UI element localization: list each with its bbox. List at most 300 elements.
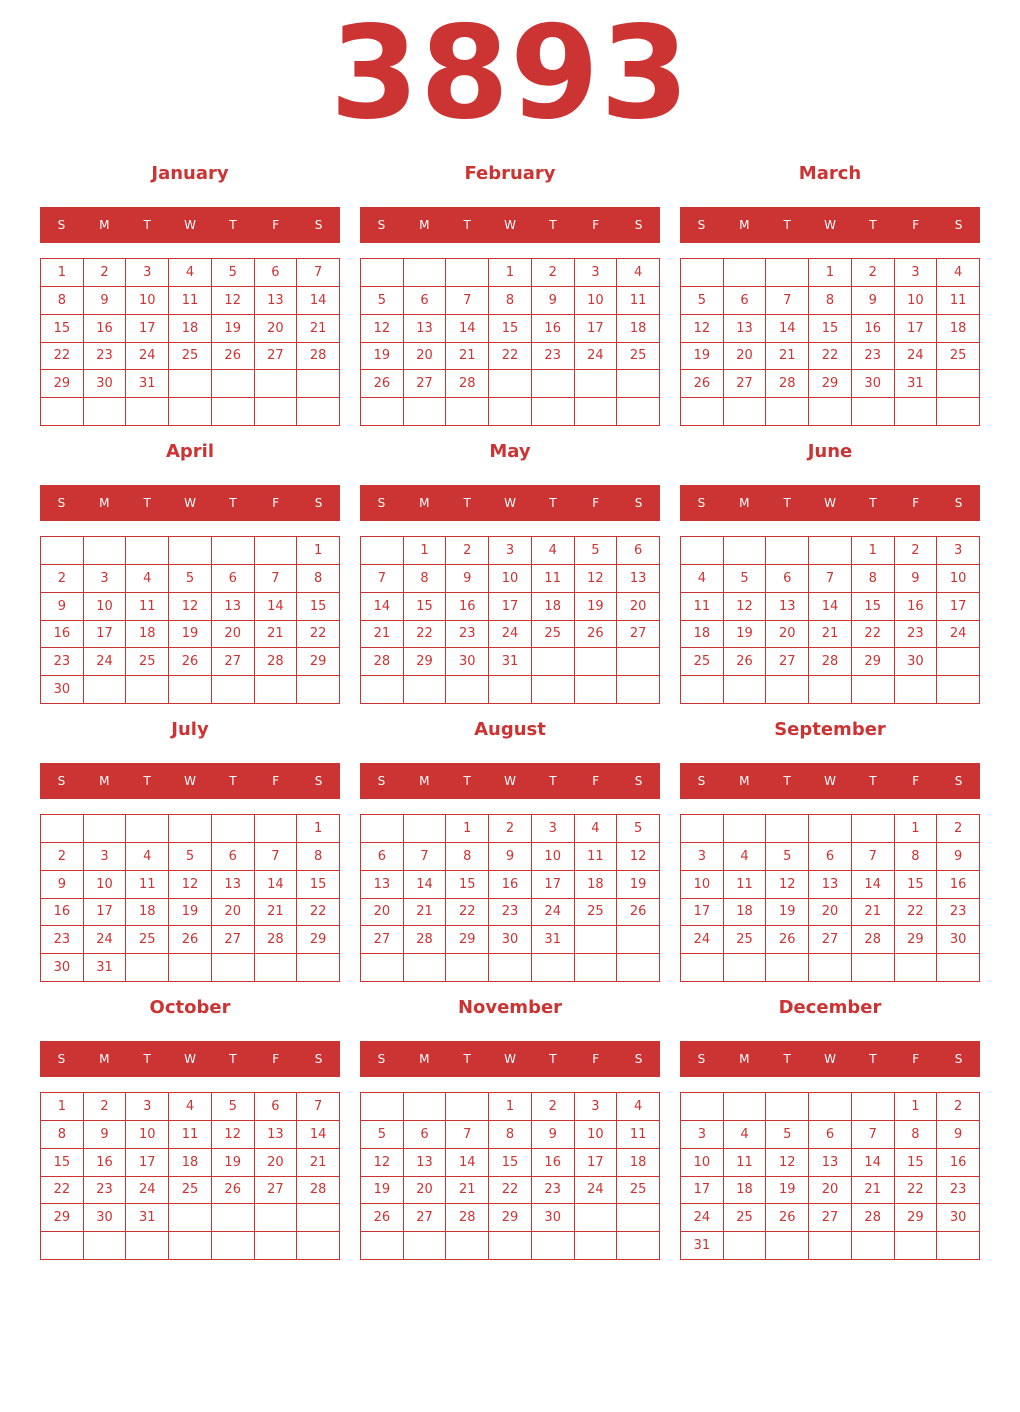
weekday-label: W: [504, 1052, 516, 1066]
day-cell: 18: [617, 1149, 660, 1177]
weekday-label: S: [377, 774, 386, 788]
empty-day-cell: [532, 648, 575, 676]
day-cell: 26: [766, 926, 809, 954]
empty-day-cell: [681, 1093, 724, 1121]
day-cell: 3: [895, 259, 938, 287]
day-cell: 12: [617, 843, 660, 871]
weekday-label: M: [99, 496, 110, 510]
empty-day-cell: [937, 1232, 980, 1260]
weekday-label: T: [143, 496, 151, 510]
day-cell: 19: [766, 1177, 809, 1205]
day-cell: 18: [126, 899, 169, 927]
day-cell: 19: [766, 899, 809, 927]
day-cell: 13: [809, 871, 852, 899]
empty-day-cell: [446, 954, 489, 982]
day-cell: 19: [575, 593, 618, 621]
day-cell: 25: [681, 648, 724, 676]
empty-day-cell: [617, 398, 660, 426]
day-cell: 25: [617, 343, 660, 371]
day-cell: 14: [404, 871, 447, 899]
empty-day-cell: [575, 370, 618, 398]
day-cell: 16: [937, 871, 980, 899]
empty-day-cell: [809, 537, 852, 565]
empty-day-cell: [895, 398, 938, 426]
day-cell: 2: [84, 1093, 127, 1121]
day-cell: 22: [489, 343, 532, 371]
empty-day-cell: [446, 259, 489, 287]
day-cell: 16: [489, 871, 532, 899]
weekday-label: T: [143, 1052, 151, 1066]
empty-day-cell: [255, 815, 298, 843]
empty-day-cell: [297, 398, 340, 426]
empty-day-cell: [575, 676, 618, 704]
day-cell: 21: [446, 343, 489, 371]
day-cell: 10: [489, 565, 532, 593]
weekday-label: T: [143, 774, 151, 788]
day-cell: 28: [255, 648, 298, 676]
day-cell: 8: [404, 565, 447, 593]
day-cell: 12: [169, 593, 212, 621]
day-cell: 2: [446, 537, 489, 565]
empty-day-cell: [255, 954, 298, 982]
weekday-label: T: [783, 1052, 791, 1066]
day-cell: 24: [681, 1204, 724, 1232]
day-cell: 2: [937, 815, 980, 843]
day-cell: 12: [766, 1149, 809, 1177]
weekday-label: M: [99, 1052, 110, 1066]
weekday-label: M: [99, 218, 110, 232]
day-cell: 7: [852, 1121, 895, 1149]
day-cell: 11: [575, 843, 618, 871]
day-cell: 22: [489, 1177, 532, 1205]
empty-day-cell: [766, 815, 809, 843]
day-cell: 10: [532, 843, 575, 871]
day-cell: 21: [766, 343, 809, 371]
day-cell: 26: [361, 1204, 404, 1232]
empty-day-cell: [766, 954, 809, 982]
day-cell: 9: [446, 565, 489, 593]
day-cell: 27: [255, 1177, 298, 1205]
day-cell: 27: [212, 648, 255, 676]
weekday-header: [680, 1041, 980, 1077]
day-cell: 25: [724, 926, 767, 954]
empty-day-cell: [766, 1093, 809, 1121]
day-cell: 11: [617, 1121, 660, 1149]
weekday-label: S: [954, 1052, 963, 1066]
day-cell: 7: [809, 565, 852, 593]
day-cell: 4: [617, 1093, 660, 1121]
empty-day-cell: [895, 676, 938, 704]
empty-day-cell: [297, 954, 340, 982]
day-cell: 3: [937, 537, 980, 565]
day-cell: 27: [809, 1204, 852, 1232]
day-cell: 27: [809, 926, 852, 954]
empty-day-cell: [724, 815, 767, 843]
weekday-label: S: [57, 1052, 66, 1066]
weekday-label: M: [739, 218, 750, 232]
weekday-label: T: [869, 774, 877, 788]
day-cell: 6: [766, 565, 809, 593]
empty-day-cell: [126, 676, 169, 704]
empty-day-cell: [255, 398, 298, 426]
month-name: August: [474, 719, 546, 740]
day-cell: 18: [169, 1149, 212, 1177]
weekday-label: F: [592, 774, 600, 788]
day-cell: 15: [41, 315, 84, 343]
day-cell: 5: [766, 843, 809, 871]
day-cell: 28: [852, 926, 895, 954]
weekday-label: F: [592, 496, 600, 510]
empty-day-cell: [169, 676, 212, 704]
weekday-label: F: [912, 218, 920, 232]
day-cell: 28: [361, 648, 404, 676]
day-cell: 18: [937, 315, 980, 343]
day-cell: 9: [84, 1121, 127, 1149]
day-cell: 17: [126, 1149, 169, 1177]
day-cell: 11: [617, 287, 660, 315]
day-cell: 16: [84, 315, 127, 343]
day-cell: 16: [532, 315, 575, 343]
day-cell: 15: [809, 315, 852, 343]
day-cell: 29: [297, 926, 340, 954]
day-cell: 12: [361, 1149, 404, 1177]
day-cell: 17: [681, 899, 724, 927]
day-cell: 17: [126, 315, 169, 343]
day-cell: 21: [809, 621, 852, 649]
empty-day-cell: [41, 398, 84, 426]
empty-day-cell: [297, 1232, 340, 1260]
day-cell: 29: [895, 926, 938, 954]
weekday-label: T: [549, 218, 557, 232]
empty-day-cell: [937, 370, 980, 398]
day-cell: 23: [532, 1177, 575, 1205]
day-cell: 16: [446, 593, 489, 621]
day-cell: 24: [532, 899, 575, 927]
day-cell: 24: [126, 1177, 169, 1205]
day-cell: 27: [617, 621, 660, 649]
day-cell: 7: [297, 259, 340, 287]
day-cell: 15: [489, 1149, 532, 1177]
empty-day-cell: [255, 1232, 298, 1260]
day-cell: 1: [41, 1093, 84, 1121]
day-cell: 16: [852, 315, 895, 343]
day-cell: 1: [404, 537, 447, 565]
empty-day-cell: [84, 537, 127, 565]
day-cell: 21: [255, 899, 298, 927]
empty-day-cell: [852, 1093, 895, 1121]
day-cell: 18: [681, 621, 724, 649]
weekday-label: T: [143, 218, 151, 232]
day-cell: 16: [895, 593, 938, 621]
day-cell: 4: [724, 1121, 767, 1149]
month-name: September: [774, 719, 886, 740]
day-cell: 13: [404, 1149, 447, 1177]
empty-day-cell: [489, 676, 532, 704]
weekday-label: S: [697, 496, 706, 510]
weekday-label: T: [229, 218, 237, 232]
empty-day-cell: [255, 370, 298, 398]
empty-day-cell: [404, 1232, 447, 1260]
weekday-label: T: [229, 496, 237, 510]
empty-day-cell: [169, 537, 212, 565]
weekday-label: T: [549, 774, 557, 788]
day-cell: 1: [297, 815, 340, 843]
day-cell: 17: [895, 315, 938, 343]
day-cell: 14: [446, 1149, 489, 1177]
empty-day-cell: [361, 954, 404, 982]
day-cell: 22: [446, 899, 489, 927]
day-cell: 8: [895, 843, 938, 871]
empty-day-cell: [361, 537, 404, 565]
day-cell: 1: [489, 1093, 532, 1121]
day-cell: 3: [126, 1093, 169, 1121]
empty-day-cell: [895, 1232, 938, 1260]
day-cell: 11: [532, 565, 575, 593]
empty-day-cell: [532, 954, 575, 982]
day-cell: 26: [212, 1177, 255, 1205]
day-cell: 26: [617, 899, 660, 927]
empty-day-cell: [724, 676, 767, 704]
weekday-label: F: [272, 774, 280, 788]
empty-day-cell: [404, 1093, 447, 1121]
day-cell: 10: [895, 287, 938, 315]
empty-day-cell: [766, 537, 809, 565]
day-cell: 15: [297, 871, 340, 899]
day-cell: 9: [532, 287, 575, 315]
day-cell: 29: [297, 648, 340, 676]
weekday-label: M: [419, 774, 430, 788]
day-cell: 11: [681, 593, 724, 621]
day-cell: 25: [126, 648, 169, 676]
day-cell: 1: [41, 259, 84, 287]
weekday-label: S: [954, 774, 963, 788]
day-cell: 30: [895, 648, 938, 676]
weekday-label: S: [57, 774, 66, 788]
empty-day-cell: [404, 259, 447, 287]
day-cell: 31: [84, 954, 127, 982]
day-cell: 29: [852, 648, 895, 676]
days-grid: [360, 536, 660, 704]
day-cell: 6: [404, 287, 447, 315]
empty-day-cell: [852, 398, 895, 426]
day-cell: 31: [489, 648, 532, 676]
day-cell: 7: [446, 1121, 489, 1149]
day-cell: 23: [41, 648, 84, 676]
day-cell: 26: [169, 648, 212, 676]
weekday-label: M: [419, 1052, 430, 1066]
month-name: November: [457, 997, 563, 1018]
weekday-label: T: [783, 218, 791, 232]
day-cell: 8: [895, 1121, 938, 1149]
day-cell: 12: [212, 1121, 255, 1149]
day-cell: 8: [297, 843, 340, 871]
day-cell: 20: [212, 621, 255, 649]
day-cell: 20: [724, 343, 767, 371]
empty-day-cell: [937, 398, 980, 426]
day-cell: 11: [126, 593, 169, 621]
day-cell: 26: [169, 926, 212, 954]
day-cell: 13: [255, 287, 298, 315]
day-cell: 30: [446, 648, 489, 676]
day-cell: 2: [489, 815, 532, 843]
empty-day-cell: [681, 954, 724, 982]
day-cell: 28: [297, 343, 340, 371]
day-cell: 3: [532, 815, 575, 843]
empty-day-cell: [617, 1204, 660, 1232]
day-cell: 17: [575, 1149, 618, 1177]
empty-day-cell: [126, 398, 169, 426]
day-cell: 5: [169, 843, 212, 871]
empty-day-cell: [212, 815, 255, 843]
day-cell: 30: [489, 926, 532, 954]
day-cell: 26: [681, 370, 724, 398]
empty-day-cell: [724, 1093, 767, 1121]
day-cell: 10: [126, 287, 169, 315]
empty-day-cell: [169, 1232, 212, 1260]
day-cell: 5: [169, 565, 212, 593]
day-cell: 23: [84, 1177, 127, 1205]
day-cell: 27: [724, 370, 767, 398]
day-cell: 30: [84, 1204, 127, 1232]
empty-day-cell: [937, 676, 980, 704]
day-cell: 14: [361, 593, 404, 621]
day-cell: 17: [532, 871, 575, 899]
day-cell: 1: [489, 259, 532, 287]
day-cell: 22: [297, 899, 340, 927]
empty-day-cell: [41, 537, 84, 565]
day-cell: 17: [84, 621, 127, 649]
day-cell: 5: [212, 259, 255, 287]
empty-day-cell: [255, 676, 298, 704]
day-cell: 30: [84, 370, 127, 398]
day-cell: 25: [532, 621, 575, 649]
day-cell: 29: [404, 648, 447, 676]
days-grid: [680, 536, 980, 704]
day-cell: 26: [724, 648, 767, 676]
weekday-label: T: [549, 496, 557, 510]
weekday-label: T: [463, 774, 471, 788]
day-cell: 1: [895, 815, 938, 843]
weekday-label: T: [229, 774, 237, 788]
day-cell: 24: [681, 926, 724, 954]
empty-day-cell: [212, 1232, 255, 1260]
day-cell: 23: [41, 926, 84, 954]
weekday-header: [40, 1041, 340, 1077]
weekday-label: T: [783, 496, 791, 510]
day-cell: 13: [766, 593, 809, 621]
day-cell: 3: [489, 537, 532, 565]
day-cell: 25: [169, 343, 212, 371]
weekday-label: M: [419, 218, 430, 232]
empty-day-cell: [895, 954, 938, 982]
empty-day-cell: [255, 537, 298, 565]
day-cell: 14: [255, 871, 298, 899]
day-cell: 4: [169, 259, 212, 287]
day-cell: 8: [41, 1121, 84, 1149]
day-cell: 8: [809, 287, 852, 315]
days-grid: [40, 1092, 340, 1260]
day-cell: 22: [895, 1177, 938, 1205]
day-cell: 29: [895, 1204, 938, 1232]
day-cell: 30: [532, 1204, 575, 1232]
day-cell: 26: [361, 370, 404, 398]
day-cell: 14: [809, 593, 852, 621]
empty-day-cell: [809, 676, 852, 704]
weekday-label: T: [783, 774, 791, 788]
day-cell: 13: [361, 871, 404, 899]
day-cell: 21: [361, 621, 404, 649]
weekday-label: S: [57, 496, 66, 510]
day-cell: 16: [41, 621, 84, 649]
weekday-label: M: [419, 496, 430, 510]
day-cell: 4: [617, 259, 660, 287]
empty-day-cell: [575, 648, 618, 676]
day-cell: 27: [212, 926, 255, 954]
day-cell: 1: [852, 537, 895, 565]
day-cell: 3: [681, 843, 724, 871]
day-cell: 12: [766, 871, 809, 899]
day-cell: 13: [212, 593, 255, 621]
day-cell: 5: [361, 1121, 404, 1149]
day-cell: 27: [404, 370, 447, 398]
day-cell: 4: [575, 815, 618, 843]
day-cell: 2: [41, 565, 84, 593]
day-cell: 8: [41, 287, 84, 315]
day-cell: 2: [532, 1093, 575, 1121]
day-cell: 18: [724, 899, 767, 927]
day-cell: 28: [446, 1204, 489, 1232]
empty-day-cell: [724, 537, 767, 565]
day-cell: 3: [575, 259, 618, 287]
day-cell: 8: [489, 1121, 532, 1149]
weekday-label: T: [869, 218, 877, 232]
days-grid: [680, 814, 980, 982]
weekday-label: W: [504, 218, 516, 232]
day-cell: 15: [404, 593, 447, 621]
days-grid: [360, 814, 660, 982]
empty-day-cell: [617, 1232, 660, 1260]
day-cell: 14: [446, 315, 489, 343]
day-cell: 6: [404, 1121, 447, 1149]
empty-day-cell: [852, 1232, 895, 1260]
day-cell: 1: [895, 1093, 938, 1121]
day-cell: 14: [852, 871, 895, 899]
empty-day-cell: [169, 815, 212, 843]
day-cell: 9: [937, 1121, 980, 1149]
weekday-header: [360, 485, 660, 521]
weekday-label: F: [272, 218, 280, 232]
empty-day-cell: [126, 954, 169, 982]
day-cell: 20: [404, 1177, 447, 1205]
day-cell: 5: [361, 287, 404, 315]
day-cell: 19: [169, 899, 212, 927]
day-cell: 31: [126, 370, 169, 398]
day-cell: 12: [361, 315, 404, 343]
empty-day-cell: [617, 954, 660, 982]
empty-day-cell: [212, 537, 255, 565]
day-cell: 5: [681, 287, 724, 315]
empty-day-cell: [852, 676, 895, 704]
day-cell: 21: [297, 1149, 340, 1177]
weekday-label: W: [824, 496, 836, 510]
day-cell: 19: [681, 343, 724, 371]
day-cell: 20: [809, 1177, 852, 1205]
day-cell: 1: [809, 259, 852, 287]
day-cell: 23: [852, 343, 895, 371]
day-cell: 10: [681, 1149, 724, 1177]
day-cell: 24: [937, 621, 980, 649]
day-cell: 27: [404, 1204, 447, 1232]
